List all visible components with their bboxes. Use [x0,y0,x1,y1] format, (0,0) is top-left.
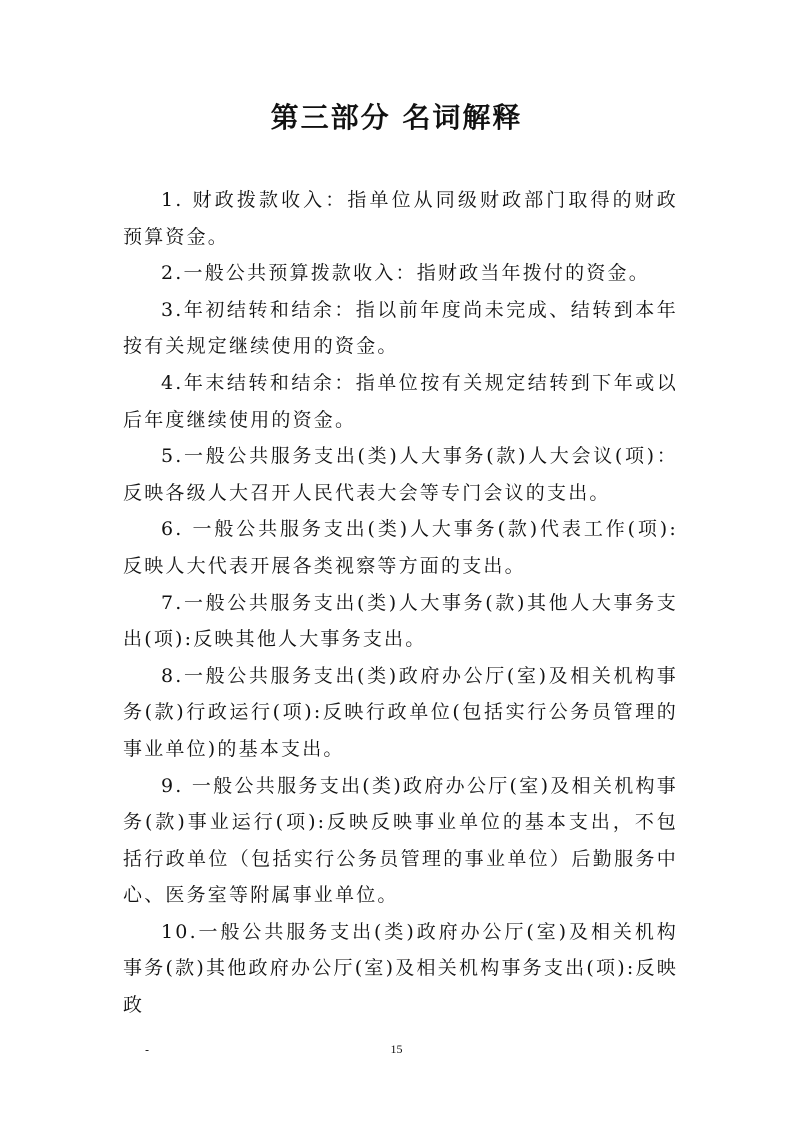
page-title: 第三部分 名词解释 [270,101,523,134]
page-number: 15 [390,1042,403,1056]
paragraph-3: 3.年初结转和结余：指以前年度尚未完成、结转到本年按有关规定继续使用的资金。 [123,298,678,358]
paragraph-10: 10.一般公共服务支出(类)政府办公厅(室)及相关机构事务(款)其他政府办公厅(室)及相关机构事务支出(项):反映政 [123,920,678,1017]
paragraph-6: 6. 一般公共服务支出(类)人大事务(款)代表工作(项):反映人大代表开展各类视察等方面的支出。 [123,518,678,577]
paragraph-1: 1. 财政拨款收入：指单位从同级财政部门取得的财政预算资金。 [123,189,678,248]
footer-dash: - [145,1043,150,1057]
document-body [123,182,678,1024]
paragraph-9: 9. 一般公共服务支出(类)政府办公厅(室)及相关机构事务(款)事业运行(项):反映反映事业单位的基本支出，不包括行政单位（包括实行公务员管理的事业单位）后勤服务中心、医务室等附属事业单位。 [123,774,678,907]
paragraph-5: 5.一般公共服务支出(类)人大事务(款)人大会议(项)：反映各级人大召开人民代表大会等专门会议的支出。 [123,445,678,504]
paragraph-7: 7.一般公共服务支出(类)人大事务(款)其他人大事务支出(项):反映其他人大事务支出。 [123,591,678,651]
paragraph-8: 8.一般公共服务支出(类)政府办公厅(室)及相关机构事务(款)行政运行(项):反映行政单位(包括实行公务员管理的事业单位)的基本支出。 [123,664,679,760]
paragraph-2: 2.一般公共预算拨款收入：指财政当年拨付的资金。 [161,262,650,285]
paragraph-4: 4.年末结转和结余：指单位按有关规定结转到下年或以后年度继续使用的资金。 [123,371,678,431]
